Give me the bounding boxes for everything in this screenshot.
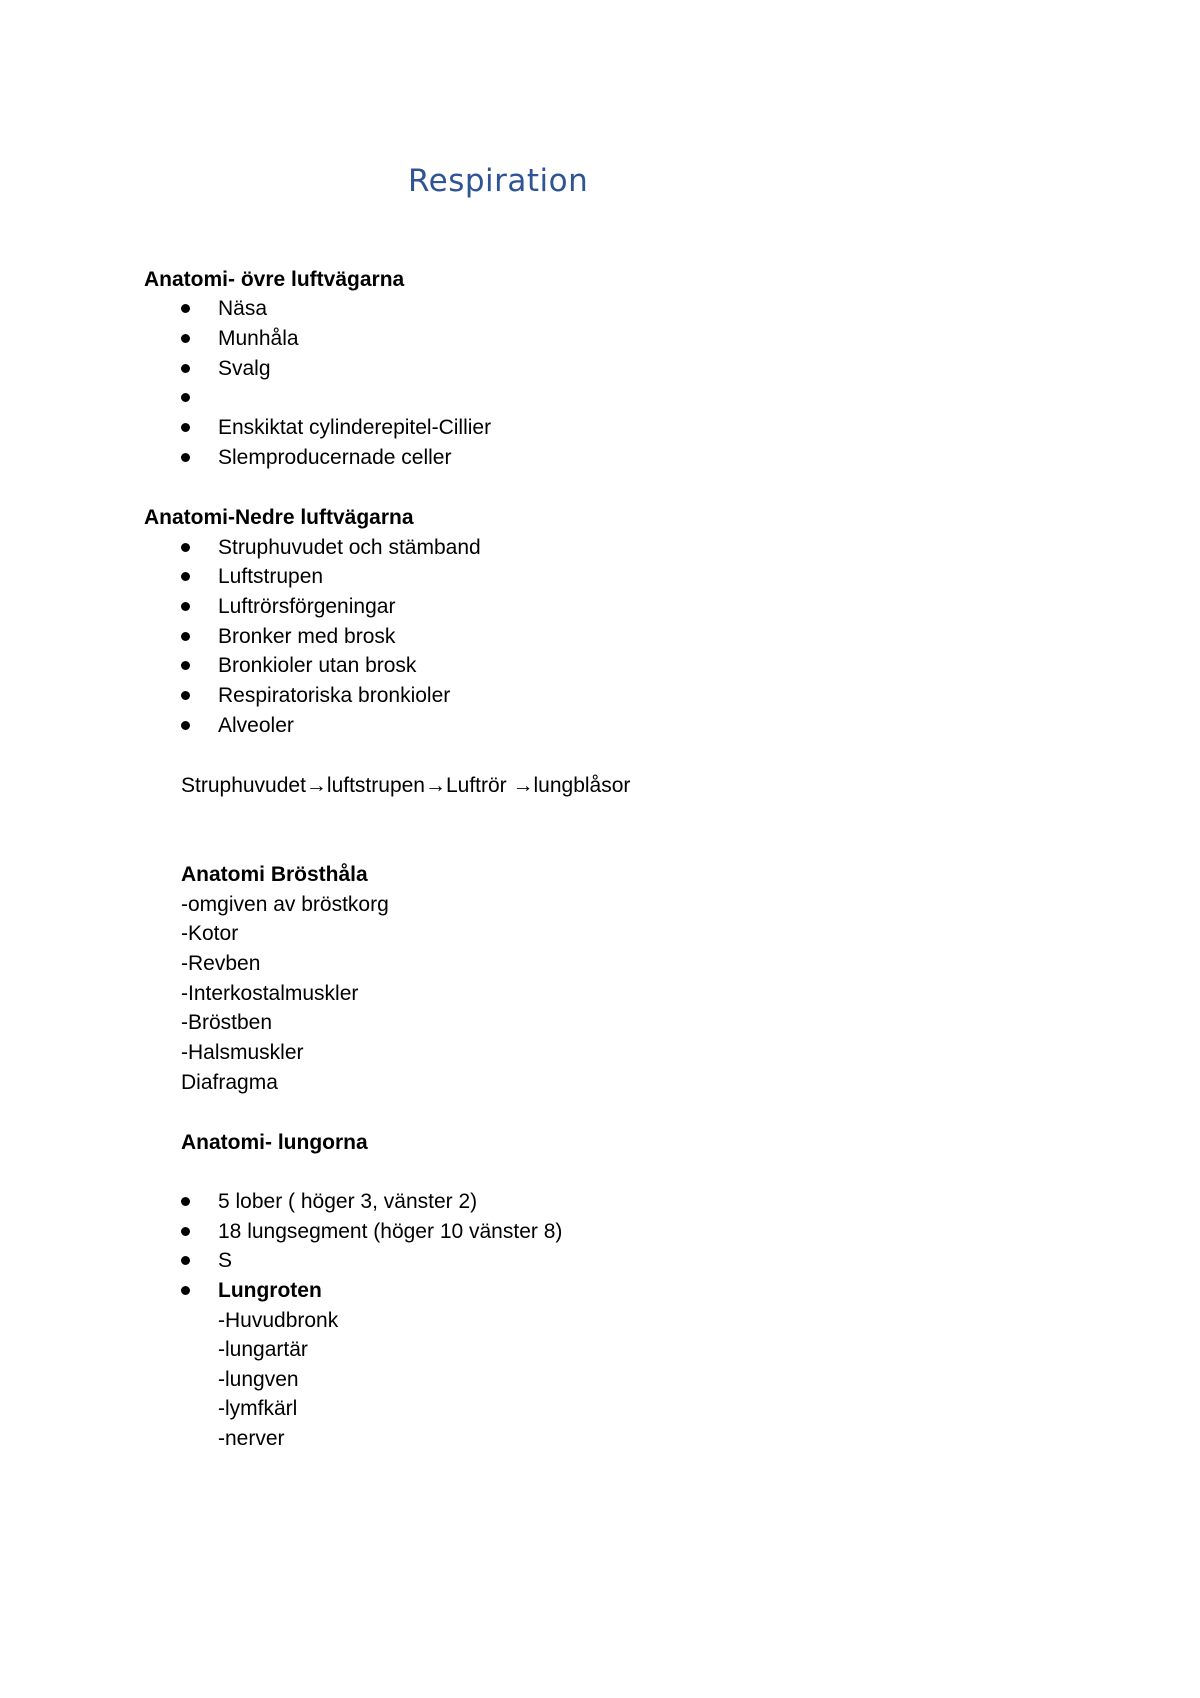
heading-upper-airways: Anatomi- övre luftvägarna [144,268,405,291]
text-line: -nerver [218,1427,285,1450]
list-item: Bronkioler utan brosk [218,654,417,677]
text-line: -lymfkärl [218,1397,298,1420]
heading-chest-cavity: Anatomi Brösthåla [181,863,368,886]
bullet-icon [181,721,190,730]
text-line: -lungven [218,1368,299,1391]
list-item: S [218,1249,233,1272]
bullet-icon [181,453,190,462]
bullet-icon [181,543,190,552]
bullet-icon [181,364,190,373]
list-item: Slemproducernade celler [218,446,452,469]
document-title: Respiration [408,163,589,199]
list-item: Svalg [218,357,271,380]
bullet-icon [181,423,190,432]
heading-lower-airways: Anatomi-Nedre luftvägarna [144,506,414,529]
text-line: -Huvudbronk [218,1309,339,1332]
list-item: Respiratoriska bronkioler [218,684,451,707]
text-line: -Bröstben [181,1011,273,1034]
list-item: Struphuvudet och stämband [218,536,481,559]
text-line: -Halsmuskler [181,1041,304,1064]
heading-lungs: Anatomi- lungorna [181,1131,368,1154]
bullet-icon [181,393,190,402]
bullet-icon [181,1197,190,1206]
bullet-icon [181,304,190,313]
bullet-icon [181,334,190,343]
bullet-icon [181,691,190,700]
list-item: Luftstrupen [218,565,324,588]
bullet-icon [181,1256,190,1265]
text-line: -Interkostalmuskler [181,982,359,1005]
text-line: -omgiven av bröstkorg [181,893,389,916]
text-line: Diafragma [181,1071,278,1094]
bullet-icon [181,572,190,581]
list-item: Näsa [218,297,268,320]
bullet-icon [181,632,190,641]
list-item: Enskiktat cylinderepitel-Cillier [218,416,492,439]
text-line: -lungartär [218,1338,308,1361]
list-item: Bronker med brosk [218,625,396,648]
list-item: Luftrörsförgeningar [218,595,396,618]
bullet-icon [181,1286,190,1295]
bullet-icon [181,1227,190,1236]
list-item-lung-root: Lungroten [218,1279,322,1302]
bullet-icon [181,661,190,670]
list-item: Alveoler [218,714,294,737]
list-item: 5 lober ( höger 3, vänster 2) [218,1190,478,1213]
text-line: -Kotor [181,922,239,945]
airway-flow-text: Struphuvudet→luftstrupen→Luftrör →lungblåsor [181,774,631,797]
bullet-icon [181,602,190,611]
list-item: 18 lungsegment (höger 10 vänster 8) [218,1220,563,1243]
list-item: Munhåla [218,327,299,350]
text-line: -Revben [181,952,261,975]
